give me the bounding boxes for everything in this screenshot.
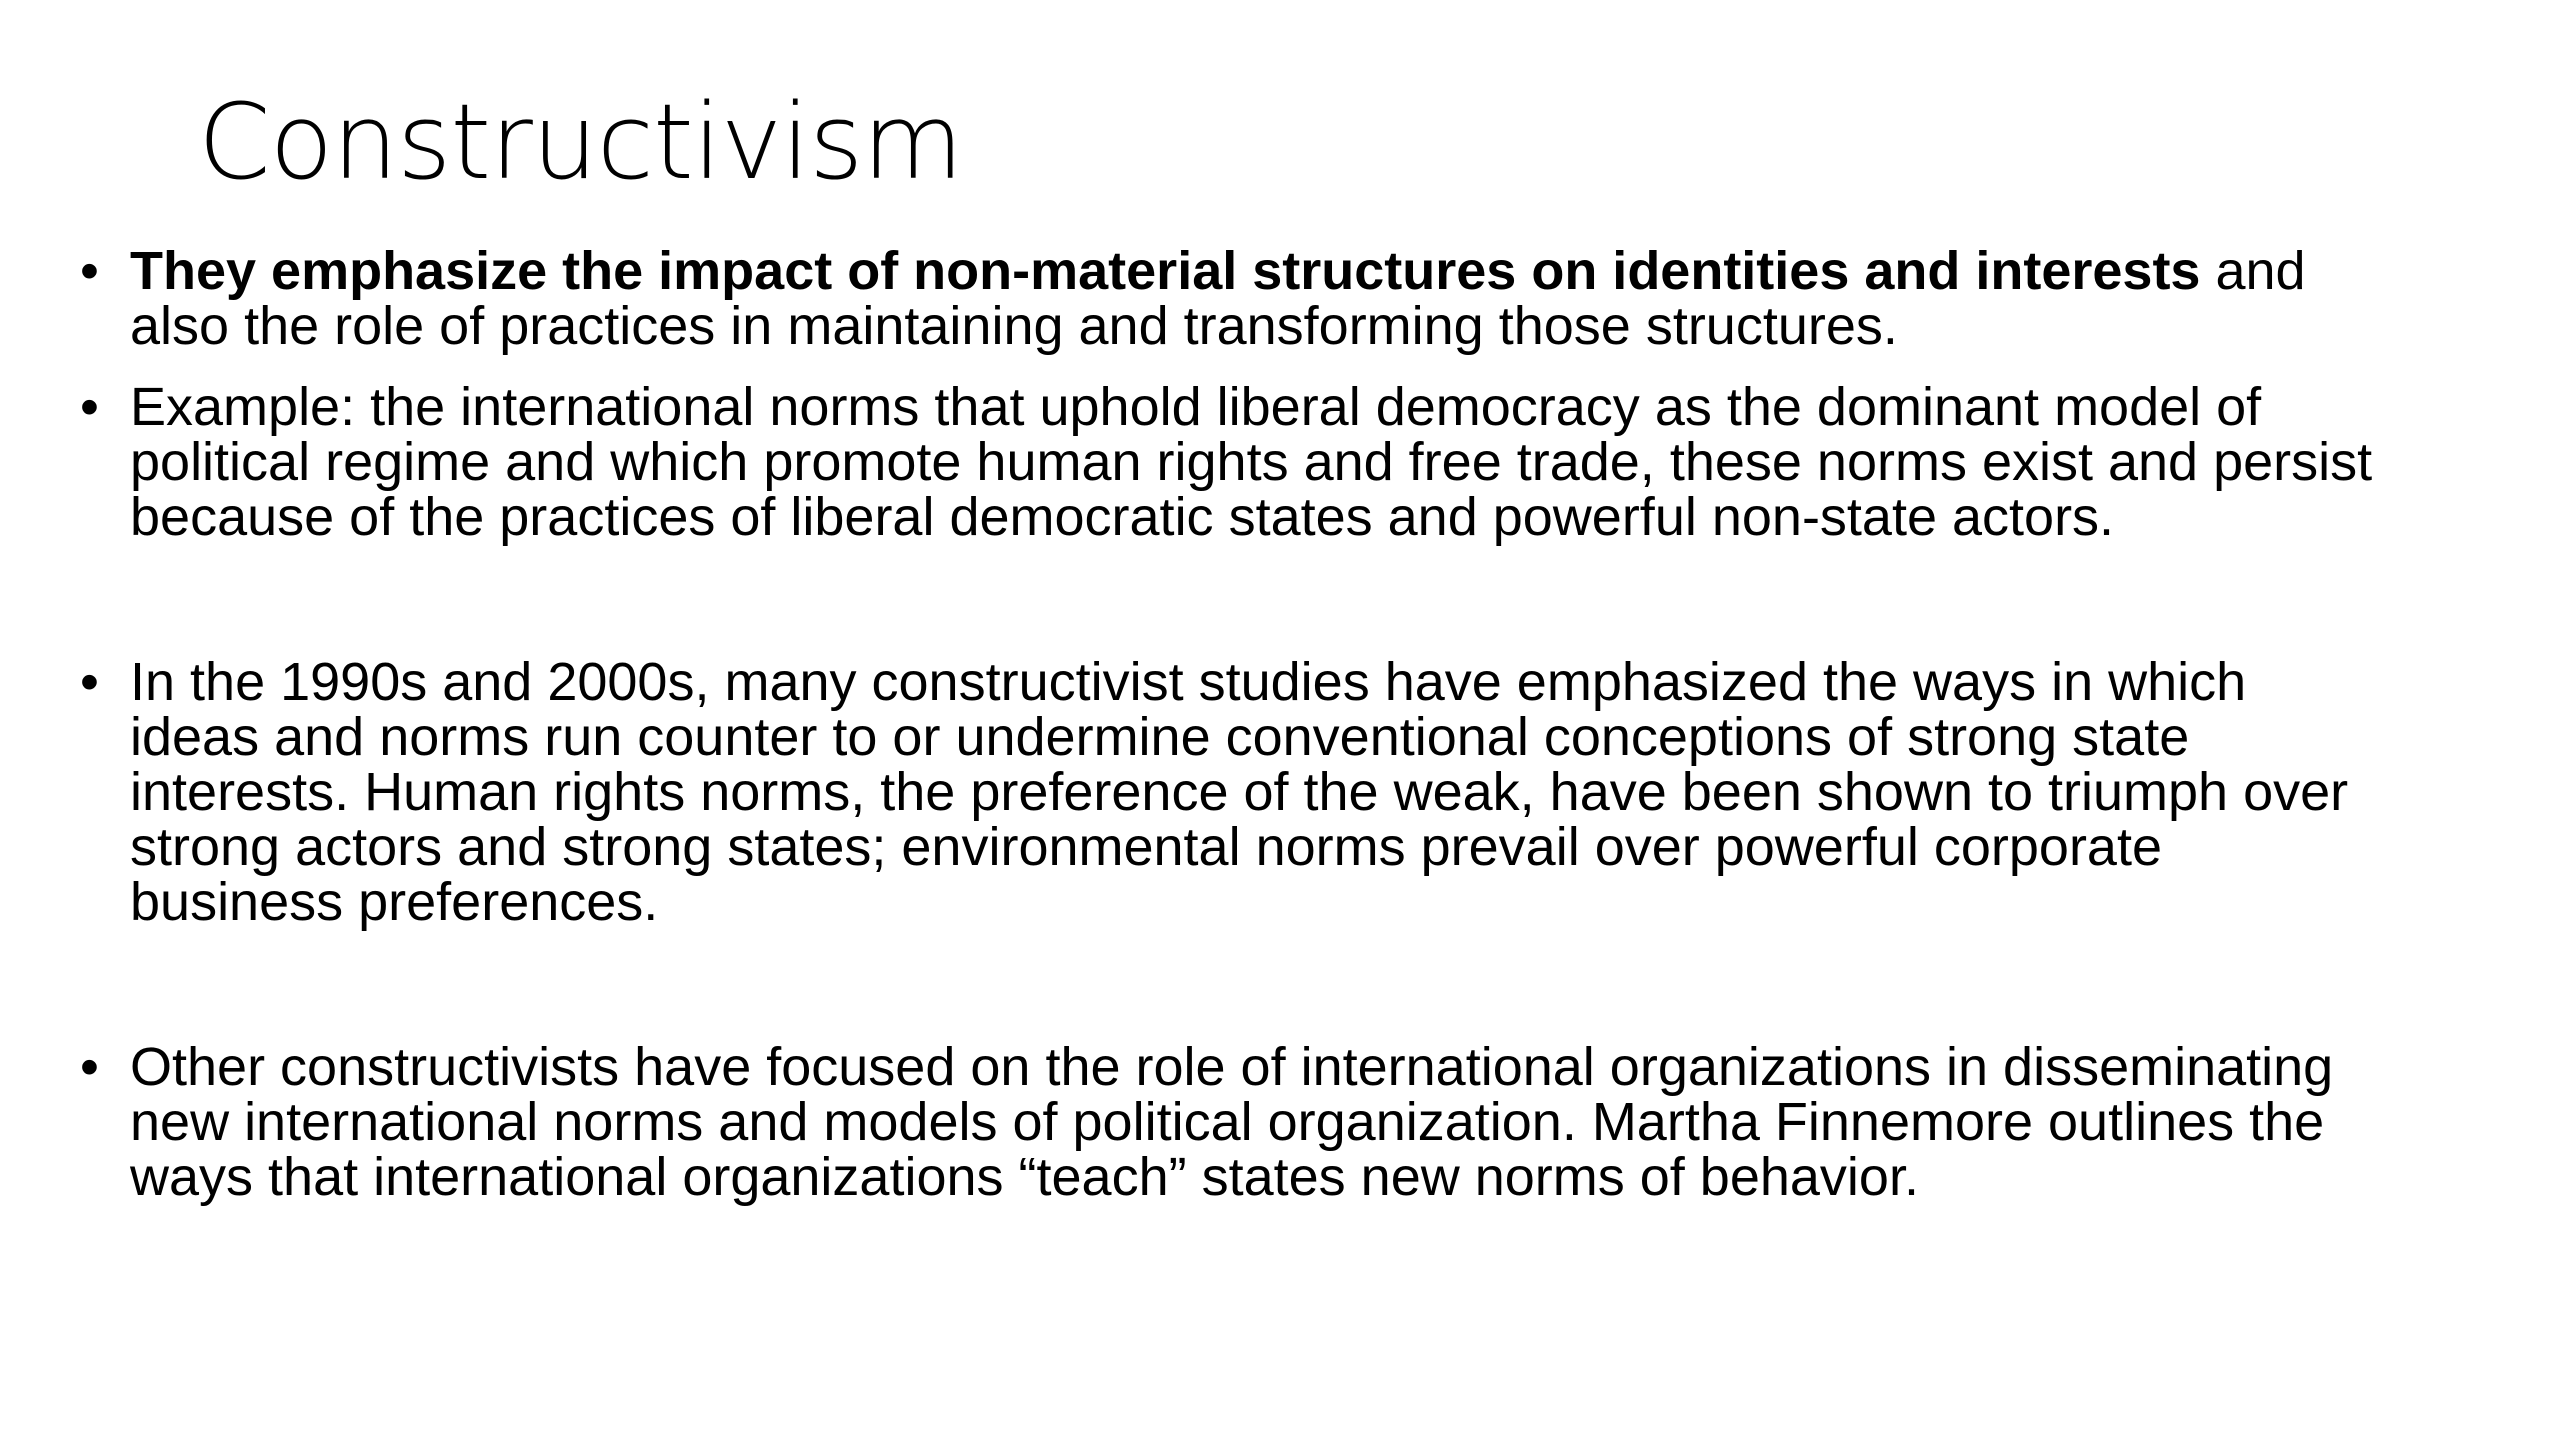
bullet-marker: • [80,1037,99,1097]
bullet-item-2 [80,377,2380,547]
slide-title: Constructivism [198,81,963,203]
bullet-marker: • [80,241,99,301]
bullet-3-text: In the 1990s and 2000s, many constructivist studies have emphasized the ways in which ideas and norms run counter to or undermine conventional conceptions of strong state interests. Human rights norms, the preference of the weak, have been shown to triumph over strong actors and strong states; environmental norms prevail over powerful corporate business preferences. [130,652,2349,932]
bullet-2-text: Example: the international norms that uphold liberal democracy as the dominant model of political regime and which promote human rights and free trade, these norms exist and persist because of the practices of liberal democratic states and powerful non-state actors. [130,377,2373,547]
bullet-4-text: Other constructivists have focused on the role of international organizations in disseminating new international norms and models of political organization. Martha Finnemore outlines the ways that international organizations “teach” states new norms of behavior. [130,1037,2334,1207]
bullet-item-1 [80,241,2380,356]
bullet-1-bold-text: They emphasize the impact of non-material structures on identities and interests [130,241,2201,301]
bullet-item-3 [80,652,2380,932]
bullet-list [80,241,2380,1207]
bullet-marker: • [80,652,99,712]
bullet-item-4 [80,1037,2380,1207]
bullet-1-text: and also the role of practices in maintaining and transforming those structures. [130,241,2306,356]
bullet-marker: • [80,377,99,437]
